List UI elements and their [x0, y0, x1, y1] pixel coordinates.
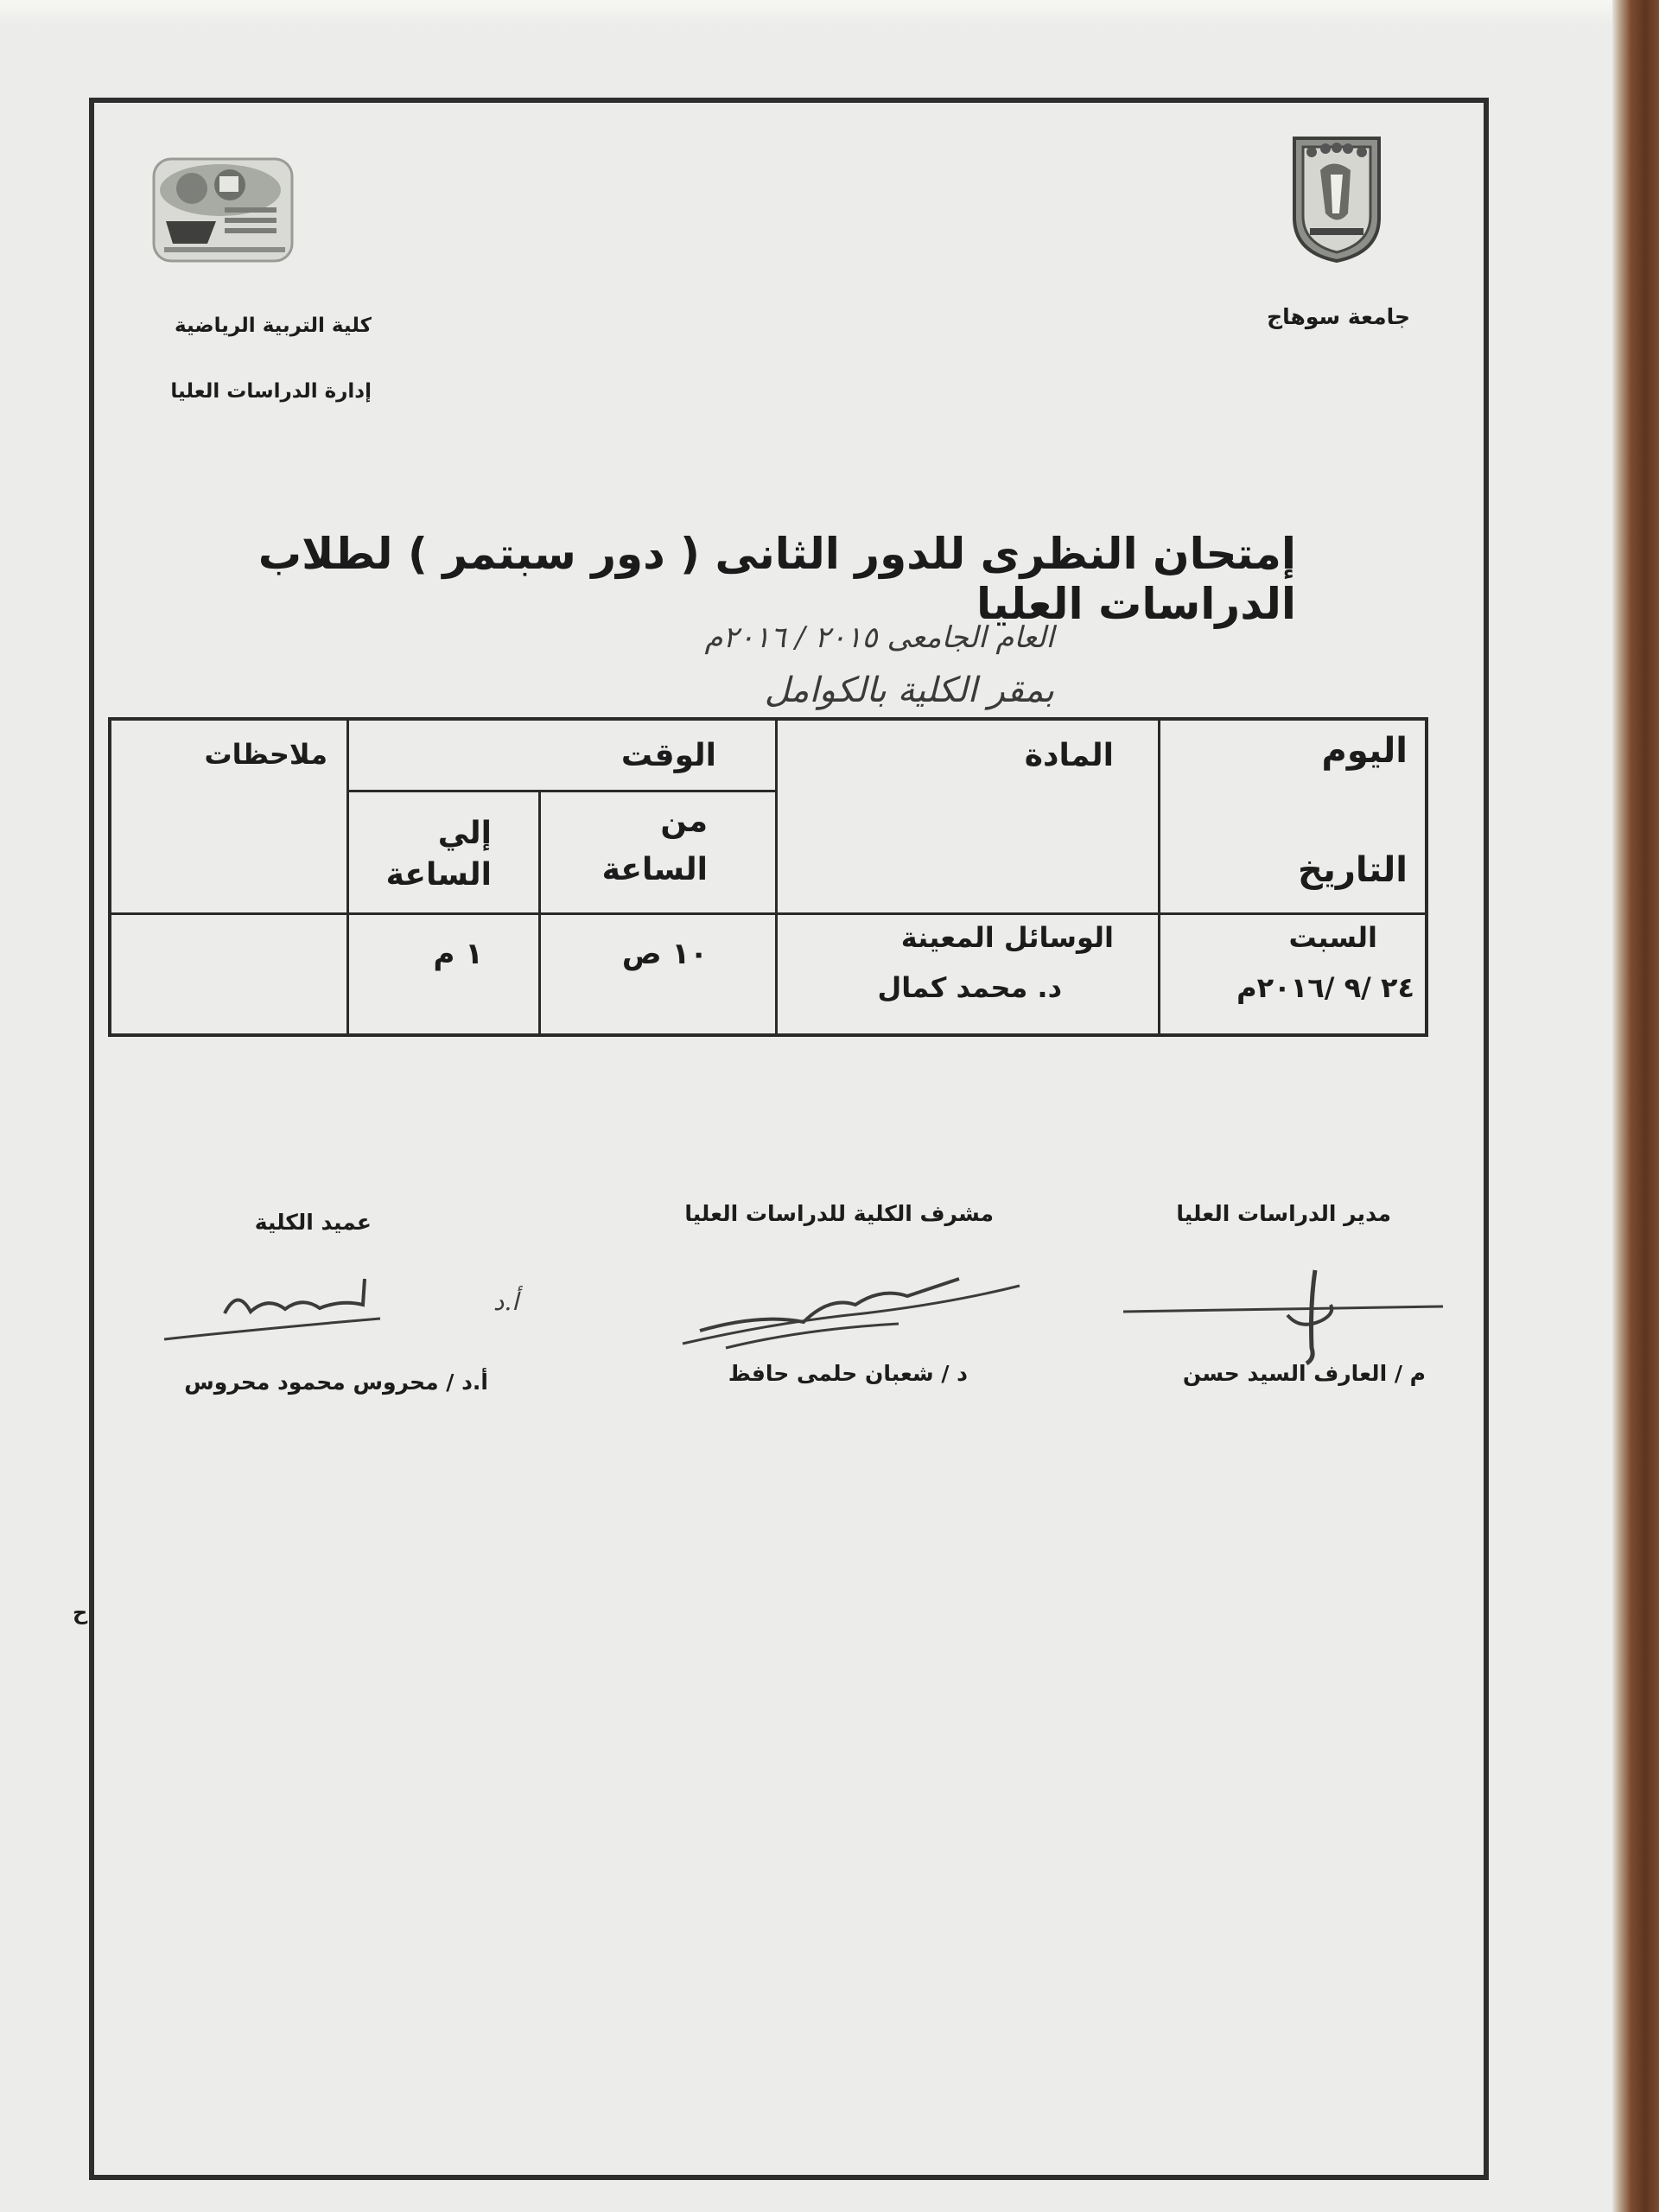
signature-director [1115, 1253, 1443, 1374]
header-notes: ملاحظات [204, 738, 327, 771]
background-wood-edge [1612, 0, 1659, 2212]
role-director: مدير الدراسات العليا [1176, 1201, 1391, 1226]
table-divider [346, 721, 349, 1033]
faculty-physical-education-logo-icon [147, 154, 296, 268]
role-supervisor: مشرف الكلية للدراسات العليا [684, 1201, 994, 1226]
handwritten-year: العام الجامعى ٢٠١٥ / ٢٠١٦م [704, 620, 1054, 655]
table-divider [775, 721, 778, 1033]
header-to-unit: الساعة [385, 857, 492, 893]
handwritten-location: بمقر الكلية بالكوامل [764, 671, 1054, 710]
row-time-to: ١ م [433, 937, 483, 971]
university-name: جامعة سوهاج [1267, 304, 1410, 329]
document-frame [89, 98, 1489, 2180]
header-time: الوقت [620, 738, 716, 773]
header-from-unit: الساعة [601, 852, 708, 887]
signature-supervisor [674, 1262, 1037, 1357]
page-title: إمتحان النظرى للدور الثانى ( دور سبتمر ) لطلاب الدراسات العليا [257, 529, 1296, 629]
margin-mark: ح [73, 1600, 88, 1624]
header-day: اليوم [1321, 731, 1408, 771]
faculty-name: كلية التربية الرياضية [175, 315, 372, 337]
name-dean: أ.د / محروس محمود محروس [184, 1370, 488, 1395]
table-divider [1158, 721, 1160, 1033]
paper-top-edge [0, 0, 1612, 26]
dean-handwritten-initial: أ.د [493, 1287, 518, 1316]
role-dean: عميد الكلية [254, 1210, 372, 1235]
row-subject: الوسائل المعينة [900, 921, 1114, 954]
row-day: السبت [1288, 921, 1377, 954]
header-from: من [660, 804, 708, 839]
sohag-university-logo-icon [1286, 131, 1388, 263]
signature-dean [156, 1270, 449, 1348]
table-divider [346, 790, 775, 792]
row-date: ٢٤ /٩ /٢٠١٦م [1236, 971, 1414, 1004]
exam-schedule-table [108, 717, 1428, 1037]
name-supervisor: د / شعبان حلمى حافظ [728, 1361, 968, 1386]
header-date: التاريخ [1298, 850, 1408, 890]
row-time-from: ١٠ ص [621, 937, 708, 971]
table-divider [111, 912, 1425, 915]
name-director: م / العارف السيد حسن [1182, 1361, 1426, 1386]
header-subject: المادة [1024, 738, 1114, 773]
department-name: إدارة الدراسات العليا [170, 380, 372, 403]
row-instructor: د. محمد كمال [877, 971, 1062, 1004]
header-to: إلي [437, 816, 492, 851]
